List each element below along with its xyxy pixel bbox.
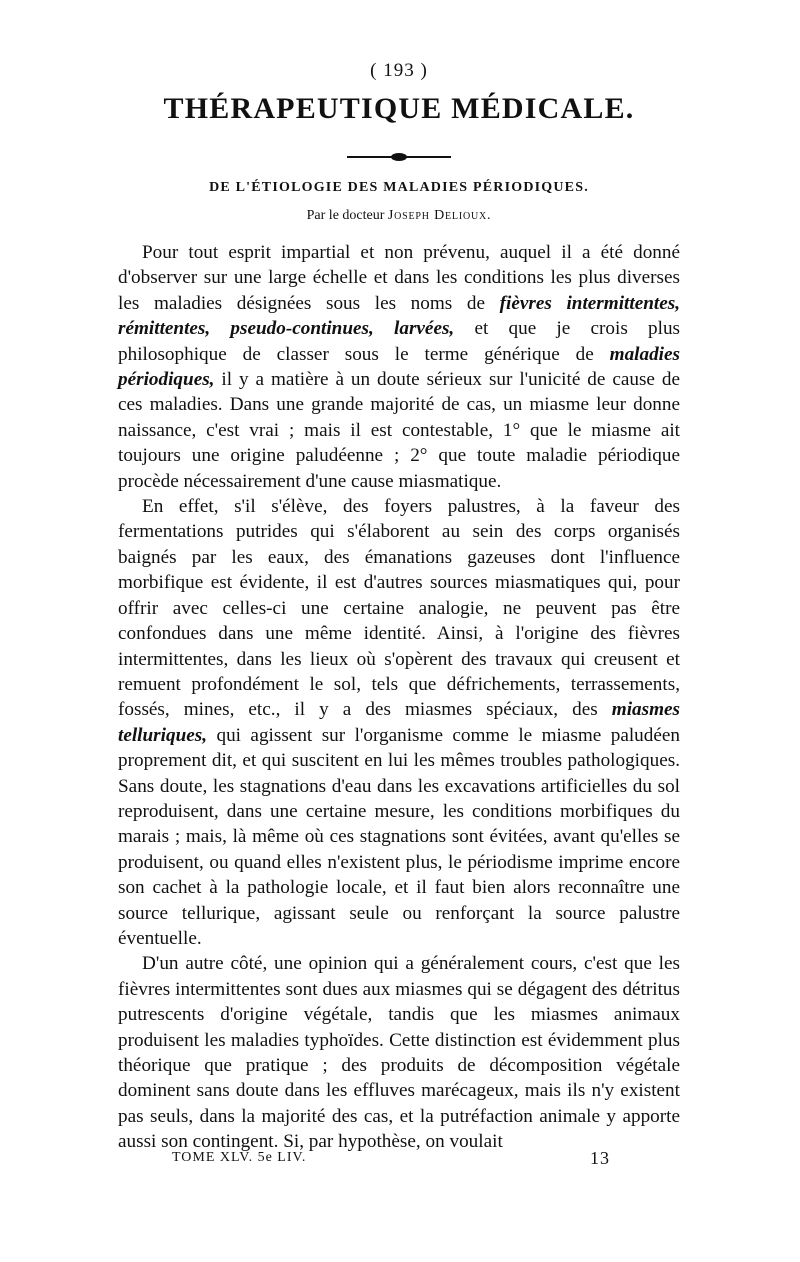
text-run: Pour tout esprit impartial et non prévenu, auquel il a été donné d'observer sur une large échelle et dans les conditions les plus diverses les maladies désignées sous les noms de (118, 242, 680, 314)
signature-left: TOME XLV. 5e LIV. (172, 1150, 307, 1165)
italic-term: fièvres intermittentes, rémittentes, pseudo-continues, larvées, (118, 292, 680, 340)
italic-term: miasmes telluriques, (118, 699, 680, 746)
ornament-line (347, 156, 451, 158)
article-body (118, 240, 680, 1155)
byline (118, 208, 680, 224)
paragraph (118, 494, 680, 951)
paragraph (118, 240, 680, 494)
text-run: D'un autre côté, une opinion qui a généralement cours, c'est que les fièvres intermittentes sont dues aux miasmes qui se dégagent des détritus putrescents d'origine végétale, tandis que les miasmes animaux produisent les maladies typhoïdes. Cette distinction est évidemment plus théorique que pratique ; des produits de décomposition végétale dominent sans doute dans les effluves marécageux, mais ils n'y existent pas seuls, dans la majorité des cas, et la putréfaction animale y apporte aussi son contingent. Si, par hypothèse, on voulait (118, 953, 680, 1153)
page (118, 60, 680, 1155)
article-title: DE L'ÉTIOLOGIE DES MALADIES PÉRIODIQUES. (209, 180, 589, 195)
byline-prefix: Par le docteur (306, 208, 385, 223)
ornament-divider (118, 148, 680, 158)
section-title: THÉRAPEUTIQUE MÉDICALE. (163, 92, 635, 125)
signature-right: 13 (590, 1148, 610, 1168)
author-name: Joseph Delioux. (387, 208, 492, 223)
text-run: et que je crois plus philosophique de classer sous le terme générique de (118, 318, 680, 365)
page-number: ( 193 ) (370, 60, 428, 81)
italic-term: maladies périodiques, (118, 343, 680, 391)
text-run: qui agissent sur l'organisme comme le miasme paludéen proprement dit, et qui suscitent en lui les mêmes troubles pathologiques. Sans doute, les stagnations d'eau dans les excavations artificielles du sol reproduisent, dans une certaine mesure, les conditions morbifiques du marais ; mais, là même où ces stagnations sont évitées, avant qu'elles se produisent, ou quand elles n'existent plus, le périodisme imprime encore son cachet à la pathologie locale, et il faut bien alors reconnaître une source tellurique, agissant seule ou renforçant la source palustre éventuelle. (118, 724, 680, 949)
text-run: En effet, s'il s'élève, des foyers palustres, à la faveur des fermentations putrides qui s'élaborent au sein des corps organisés baignés par les eaux, des émanations gazeuses dont l'influence morbifique est évidente, il est d'autres sources miasmatiques qui, pour offrir avec celles-ci une certaine analogie, ne peuvent pas être confondues dans une même identité. Ainsi, à l'origine des fièvres intermittentes, dans les lieux où s'opèrent des travaux qui creusent et remuent profondément le sol, tels que défrichements, terrassements, fossés, mines, etc., il y a des miasmes spéciaux, des (118, 496, 680, 721)
paragraph (118, 951, 680, 1154)
text-run: il y a matière à un doute sérieux sur l'unicité de cause de ces maladies. Dans une grande majorité de cas, un miasme leur donne naissance, c'est vrai ; mais il est contestable, 1° que le miasme ait toujours une origine paludéenne ; 2° que toute maladie périodique procède nécessairement d'une cause miasmatique. (118, 369, 680, 492)
printer-signature (172, 1150, 622, 1166)
